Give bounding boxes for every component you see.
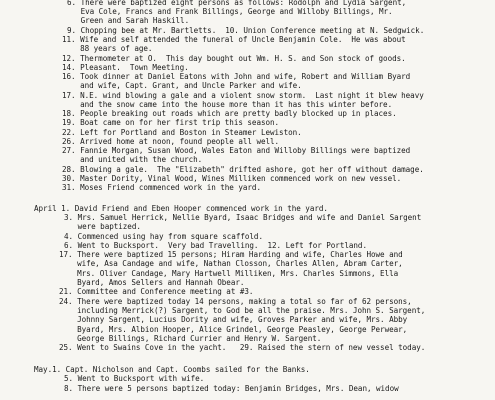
diary-line: George Billings, Richard Currier and Henry W. Sargent. [59,334,322,343]
diary-line: 26. Arrived home at noon, found people all well. [62,137,280,146]
diary-line: 22. Left for Portland and Boston in Steamer Lewiston. [62,128,302,137]
diary-line: 30. Master Dority, Vinal Wood, Wines Milliken commenced work on new vessel. [62,174,402,183]
diary-line: and the snow came into the house more than it has this winter before. [62,100,393,109]
diary-line: 11. Wife and self attended the funeral of Uncle Benjamin Cole. He was about [62,35,406,44]
diary-line: and united with the church. [62,155,203,164]
diary-line: Byard, Mrs. Albion Hooper, Alice Grindel, George Peasley, George Perwear, [59,325,408,334]
diary-line: 6. There were baptized eight persons as follows: Rodolph and Lydia Sargent, [67,0,407,7]
diary-line: Green and Sarah Haskill. [67,16,190,25]
diary-line: Mrs. Oliver Candage, Mary Hartwell Milliken, Mrs. Charles Simmons, Ella [59,269,399,278]
diary-line: April 1. David Friend and Eben Hooper commenced work in the yard. [34,204,328,213]
diary-line: 6. Went to Bucksport. Very bad Travelling. 12. Left for Portland. [64,241,367,250]
diary-line: 14. Pleasant. Town Meeting. [62,63,189,72]
diary-line: and wife, Capt. Grant, and Uncle Parker and wife. [62,81,302,90]
diary-line: 5. Went to Bucksport with wife. [64,374,205,383]
diary-line: 9. Chopping bee at Mr. Bartletts. 10. Union Conference meeting at N. Sedgwick. [67,26,425,35]
diary-line: 19. Boat came on for her first trip this season. [62,118,280,127]
diary-line: 17. There were baptized 15 persons; Hiram Harding and wife, Charles Howe and [59,250,403,259]
diary-line: May.1. Capt. Nicholson and Capt. Coombs sailed for the Banks. [34,365,310,374]
diary-line: Eva Cole, Francs and Frank Billings, George and Willoby Billings, Mr. [67,7,393,16]
diary-line: 31. Moses Friend commenced work in the yard. [62,183,261,192]
diary-line: wife, Asa Candage and wife, Nathan Closson, Charles Allen, Abram Carter, [59,259,403,268]
diary-line: 21. Committee and Conference meeting at #3. [59,287,254,296]
diary-line: 8. There were 5 persons baptized today: Benjamin Bridges, Mrs. Dean, widow [64,384,399,393]
diary-line: 4. Commenced using hay from square scaffold. [64,232,263,241]
diary-line: 88 years of age. [62,44,153,53]
diary-line: Johnny Sargent, Lucius Dority and wife, Groves Parker and wife, Mrs. Abby [59,315,408,324]
diary-line: 17. N.E. wind blowing a gale and a violent snow storm. Last night it blew heavy [62,91,424,100]
diary-line: Byard, Amos Sellers and Hannah Obear. [59,278,245,287]
diary-line: 24. There were baptized today 14 persons, making a total so far of 62 persons, [59,297,412,306]
diary-line: 18. People breaking out roads which are pretty badly blocked up in places. [62,109,397,118]
diary-line: were baptized. [64,222,141,231]
diary-line: 28. Blowing a gale. The "Elizabeth" drifted ashore, got her off without damage. [62,165,424,174]
diary-line: 27. Fannie Morgan, Susan Wood, Wales Eaton and Willoby Billings were baptized [62,146,411,155]
diary-line: including Merrick(?) Sargent, to God be all the praise. Mrs. John S. Sargent, [59,306,426,315]
diary-line: 12. Thermometer at O. This day bought out Wm. H. S. and Son stock of goods. [62,54,406,63]
diary-line: 16. Took dinner at Daniel Eatons with John and wife, Robert and William Byard [62,72,411,81]
diary-line: 25. Went to Swains Cove in the yacht. 29. Raised the stern of new vessel today. [59,343,426,352]
diary-line: 3. Mrs. Samuel Herrick, Nellie Byard, Isaac Bridges and wife and Daniel Sargent [64,213,422,222]
